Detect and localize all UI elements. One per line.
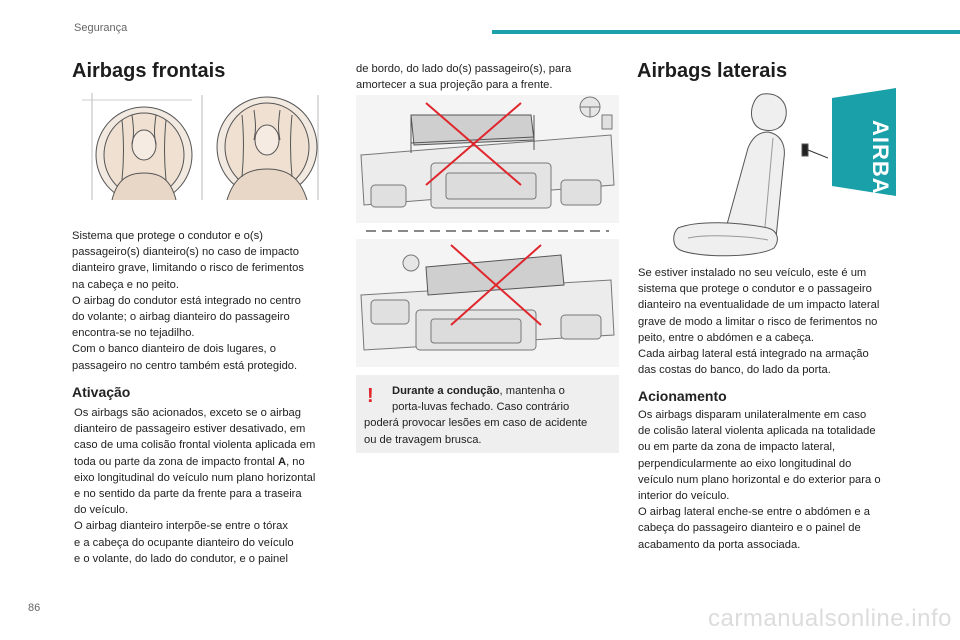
subheading-ativacao: Ativação [72,384,131,400]
text-line: de bordo, do lado do(s) passageiro(s), para [356,63,572,75]
text-line: passageiro(s) dianteiro(s) no caso de impacto [72,246,299,259]
section-header: Segurança [74,22,128,34]
warning-span: , mantenha o [499,385,565,397]
title-airbags-frontais: Airbags frontais [72,60,226,82]
text-line: grave de modo a limitar o risco de ferimentos no [638,315,878,328]
subheading-ativacao-wrap [72,384,130,400]
left-activation-text [74,405,346,567]
text-line: das costas do banco, do lado da porta. [638,364,831,377]
text-line: interior do veículo. [638,490,730,503]
text-line: eixo longitudinal do veículo num plano horizontal [74,471,316,484]
right-intro-text [638,265,908,378]
warning-bold: Durante a condução [392,385,500,397]
text-line: O airbag dianteiro interpõe-se entre o tórax [74,520,288,533]
warning-line: ou de travagem brusca. [364,433,482,446]
warning-text [356,383,616,448]
glovebox-illustration [356,95,619,367]
text-line: passageiro no centro também está protegido. [72,359,298,372]
text-line: do veículo. [74,504,129,517]
text-line: e a cabeça do ocupante dianteiro do veículo [74,536,294,549]
text-line: acabamento da porta associada. [638,538,801,551]
warning-line: poderá provocar lesões em caso de acidente [364,417,588,430]
right-title-wrap [637,60,787,83]
text-line: cabeça do passageiro dianteiro e o painel de [638,522,861,535]
header-accent-bar [492,30,960,34]
text-line [74,454,346,470]
text-line: Com o banco dianteiro de dois lugares, o [72,343,276,356]
left-intro-text [72,228,342,374]
text-line: e o volante, do lado do condutor, e o painel [74,552,288,565]
warning-line [364,383,616,399]
warning-line: porta-luvas fechado. Caso contrário [392,401,570,414]
text-line: encontra-se no tejadilho. [72,327,195,340]
text-line: amortecer a sua projeção para a frente. [356,79,553,92]
subheading-acionamento: Acionamento [638,388,727,404]
text-span: , no [286,455,305,468]
text-line: dianteiro na eventualidade de um impacto lateral [638,299,880,312]
text-line: veículo num plano horizontal e do exterior para o [638,473,881,486]
text-line: O airbag do condutor está integrado no centro [72,294,301,307]
title-airbags-laterais: Airbags laterais [637,60,788,82]
text-line: Os airbags disparam unilateralmente em caso [638,409,867,421]
text-line: Os airbags são acionados, exceto se o airbag [74,407,301,419]
subheading-acionamento-wrap [638,388,727,404]
warning-icon: ! [367,385,374,407]
text-line: na cabeça e no peito. [72,278,179,291]
warning-box [356,375,619,453]
text-span: toda ou parte da zona de impacto frontal [74,455,278,468]
text-line: Cada airbag lateral está integrado na armação [638,348,869,361]
frontal-airbags-illustration [82,85,328,200]
text-line: dianteiro grave, limitando o risco de ferimentos [72,262,304,275]
text-line: Se estiver instalado no seu veículo, este é um [638,267,867,279]
left-column [72,60,225,83]
side-airbag-seat-illustration [668,88,828,260]
text-line: e no sentido da parte da frente para a traseira [74,488,302,501]
text-line: perpendicularmente ao eixo longitudinal do [638,457,852,470]
text-line: sistema que protege o condutor e o passageiro [638,283,872,296]
text-line: ou em parte da zona de impacto lateral, [638,441,836,454]
text-line: de colisão lateral violenta aplicada na totalidade [638,425,876,438]
text-line: peito, entre o abdómen e a cabeça. [638,331,815,344]
right-trigger-text [638,407,908,553]
text-line: caso de uma colisão frontal violenta aplicada em [74,439,316,452]
watermark-link[interactable]: carmanualsonline.info [708,605,952,632]
zone-label-a: A [278,455,287,468]
middle-intro-text [356,61,626,93]
text-line: Sistema que protege o condutor e o(s) [72,230,263,242]
text-line: do volante; o airbag dianteiro do passageiro [72,311,290,324]
airbag-label-text: AIRBAG [868,120,893,213]
text-line: dianteiro de passageiro estiver desativado, em [74,423,306,436]
text-line: O airbag lateral enche-se entre o abdómen e a [638,506,870,519]
page-number: 86 [28,602,41,614]
